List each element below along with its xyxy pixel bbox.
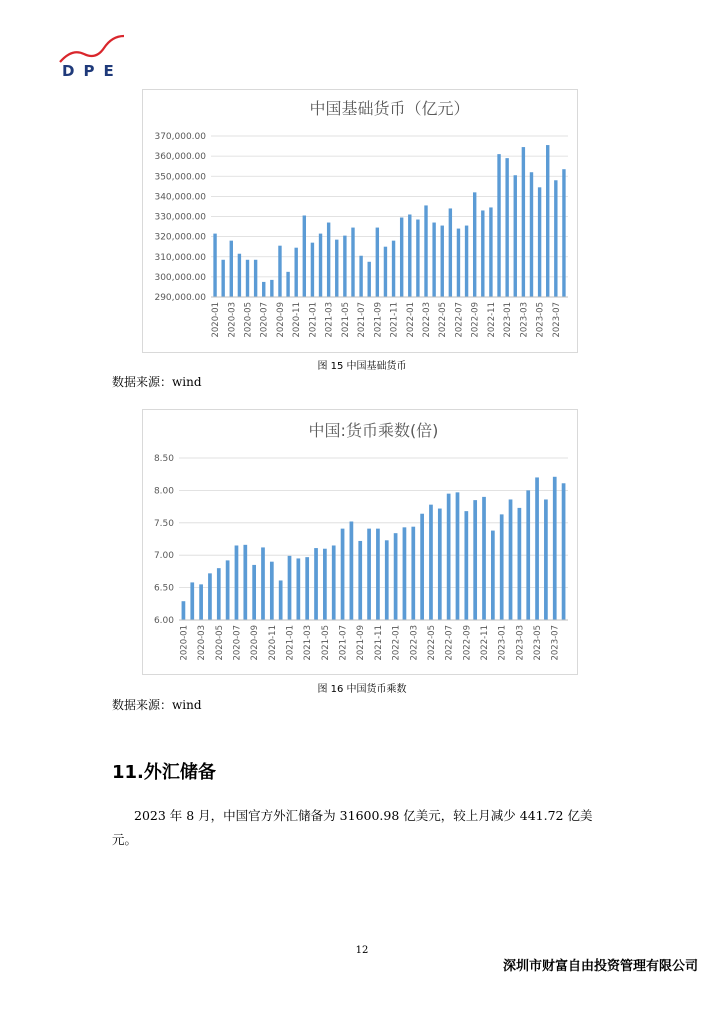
bar	[441, 226, 444, 297]
y-tick-label: 350,000.00	[154, 172, 206, 183]
bar	[199, 584, 203, 620]
bar	[376, 228, 379, 297]
bar	[376, 529, 380, 620]
x-tick-label: 2022-05	[426, 625, 437, 661]
bar	[497, 154, 500, 297]
x-tick-label: 2023-01	[497, 625, 508, 661]
bar	[384, 247, 387, 297]
x-tick-label: 2020-03	[197, 625, 208, 661]
bar	[368, 262, 371, 297]
x-tick-label: 2020-11	[267, 625, 278, 661]
bar	[546, 145, 549, 297]
x-tick-label: 2021-05	[320, 625, 331, 661]
bar	[535, 477, 539, 620]
x-tick-label: 2022-03	[409, 625, 420, 661]
bar	[481, 210, 484, 297]
figure-caption-15: 图 15 中国基础货币	[317, 361, 407, 372]
bar	[350, 522, 354, 620]
bar	[319, 234, 322, 297]
bar	[332, 545, 336, 620]
bar	[432, 223, 435, 297]
bar	[279, 580, 283, 620]
bar	[226, 560, 230, 620]
bar	[400, 218, 403, 297]
bar	[420, 514, 424, 620]
x-tick-label: 2021-11	[389, 302, 400, 338]
chart-money-multiplier-svg	[143, 410, 577, 674]
chart-monetary-base	[142, 89, 578, 353]
bar	[296, 558, 300, 620]
bar	[252, 565, 256, 620]
bar	[254, 260, 257, 297]
bar	[335, 240, 338, 297]
bar	[438, 509, 442, 620]
x-tick-label: 2021-03	[303, 625, 314, 661]
company-name: 深圳市财富自由投资管理有限公司	[502, 959, 698, 974]
bar	[270, 280, 273, 297]
bar	[303, 215, 306, 297]
y-tick-label: 370,000.00	[154, 132, 206, 142]
data-source-1: 数据来源：wind	[112, 375, 202, 389]
bar	[505, 158, 508, 297]
bar	[327, 223, 330, 297]
bar	[500, 514, 504, 620]
x-tick-label: 2021-09	[356, 625, 367, 661]
bar	[286, 272, 289, 297]
x-tick-label: 2020-01	[211, 302, 222, 338]
x-tick-label: 2020-05	[214, 625, 225, 661]
bar	[526, 490, 530, 620]
bar	[424, 205, 427, 297]
chart-money-multiplier	[142, 409, 578, 675]
bar	[509, 499, 513, 620]
bar	[403, 527, 407, 620]
x-tick-label: 2022-09	[462, 625, 473, 661]
x-tick-label: 2022-09	[470, 302, 481, 338]
y-tick-label: 290,000.00	[154, 293, 206, 303]
bar	[465, 226, 468, 297]
bar	[408, 214, 411, 297]
bar	[294, 248, 297, 297]
x-tick-label: 2022-03	[422, 302, 433, 338]
bar	[208, 573, 212, 620]
bar	[530, 172, 533, 297]
x-tick-label: 2021-11	[373, 625, 384, 661]
chart-title: 中国:货币乘数(倍)	[308, 421, 439, 440]
figure-caption-16: 图 16 中国货币乘数	[317, 684, 407, 695]
x-tick-label: 2020-07	[259, 302, 270, 338]
y-tick-label: 8.00	[153, 486, 174, 497]
x-tick-label: 2022-01	[391, 625, 402, 661]
bar	[230, 241, 233, 297]
bar	[343, 236, 346, 297]
x-tick-label: 2023-03	[515, 625, 526, 661]
x-tick-label: 2021-07	[338, 625, 349, 661]
bar	[522, 147, 525, 297]
x-tick-label: 2023-07	[550, 625, 561, 661]
bar	[235, 545, 239, 620]
x-tick-label: 2023-07	[551, 302, 562, 338]
bar	[190, 582, 194, 620]
section-heading: 11.外汇储备	[112, 762, 216, 783]
y-tick-label: 8.50	[153, 454, 174, 464]
bar	[553, 477, 557, 620]
chart-monetary-base-svg	[143, 90, 577, 352]
x-tick-label: 2020-01	[179, 625, 190, 661]
bar	[262, 282, 265, 297]
bar	[385, 540, 389, 620]
x-tick-label: 2020-07	[232, 625, 243, 661]
bar	[305, 557, 309, 620]
bar	[544, 499, 548, 620]
bar	[411, 527, 415, 620]
x-tick-label: 2021-01	[308, 302, 319, 338]
y-tick-label: 300,000.00	[154, 272, 206, 283]
y-tick-label: 6.00	[153, 616, 174, 626]
x-tick-label: 2022-07	[444, 625, 455, 661]
y-tick-label: 330,000.00	[154, 212, 206, 223]
company-logo-text: DPE	[62, 62, 123, 80]
x-tick-label: 2023-05	[535, 302, 546, 338]
x-tick-label: 2023-01	[503, 302, 514, 338]
bar	[447, 494, 451, 620]
bar	[221, 260, 224, 297]
page-number: 12	[355, 945, 369, 956]
x-tick-label: 2021-05	[340, 302, 351, 338]
x-tick-label: 2021-01	[285, 625, 296, 661]
bar	[491, 531, 495, 620]
y-tick-label: 340,000.00	[154, 192, 206, 203]
bar	[457, 229, 460, 297]
x-tick-label: 2020-11	[292, 302, 303, 338]
bar	[358, 541, 362, 620]
bar	[473, 500, 477, 620]
section-paragraph: 2023 年 8 月，中国官方外汇储备为 31600.98 亿美元，较上月减少 441.72 亿美元。	[112, 808, 593, 847]
bar	[518, 508, 522, 620]
bar	[562, 483, 566, 620]
bar	[243, 545, 247, 620]
y-tick-label: 6.50	[153, 583, 174, 594]
bar	[341, 529, 345, 620]
y-tick-label: 360,000.00	[154, 152, 206, 163]
bar	[482, 497, 486, 620]
x-tick-label: 2021-03	[324, 302, 335, 338]
bar	[278, 246, 281, 297]
y-tick-label: 7.50	[153, 518, 174, 529]
bar	[456, 492, 460, 620]
bar	[554, 180, 557, 297]
bar	[288, 556, 292, 620]
x-tick-label: 2021-09	[373, 302, 384, 338]
bar	[246, 260, 249, 297]
x-tick-label: 2022-05	[438, 302, 449, 338]
bar	[314, 548, 318, 620]
bar	[351, 228, 354, 297]
bar	[464, 511, 468, 620]
bar	[392, 241, 395, 297]
y-tick-label: 320,000.00	[154, 232, 206, 243]
bar	[416, 220, 419, 297]
x-tick-label: 2022-07	[454, 302, 465, 338]
x-tick-label: 2020-05	[243, 302, 254, 338]
bar	[217, 568, 221, 620]
bar	[562, 169, 565, 297]
data-source-2: 数据来源：wind	[112, 698, 202, 712]
bar	[213, 234, 216, 297]
bar	[182, 601, 186, 620]
bar	[367, 529, 371, 620]
chart-title: 中国基础货币（亿元）	[309, 99, 470, 118]
x-tick-label: 2021-07	[357, 302, 368, 338]
bar	[449, 208, 452, 297]
bar	[394, 533, 398, 620]
bar	[473, 192, 476, 297]
x-tick-label: 2020-09	[275, 302, 286, 338]
x-tick-label: 2023-05	[533, 625, 544, 661]
bar	[238, 254, 241, 297]
bar	[359, 256, 362, 297]
x-tick-label: 2020-09	[250, 625, 261, 661]
x-tick-label: 2023-03	[519, 302, 530, 338]
bar	[261, 547, 265, 620]
bar	[429, 505, 433, 620]
y-tick-label: 310,000.00	[154, 252, 206, 263]
bar	[311, 243, 314, 297]
bar	[489, 207, 492, 297]
y-tick-label: 7.00	[153, 551, 174, 562]
bar	[514, 175, 517, 297]
bar	[538, 187, 541, 297]
x-tick-label: 2020-03	[227, 302, 238, 338]
bar	[323, 549, 327, 620]
bar	[270, 562, 274, 620]
x-tick-label: 2022-01	[405, 302, 416, 338]
x-tick-label: 2022-11	[486, 302, 497, 338]
x-tick-label: 2022-11	[480, 625, 491, 661]
